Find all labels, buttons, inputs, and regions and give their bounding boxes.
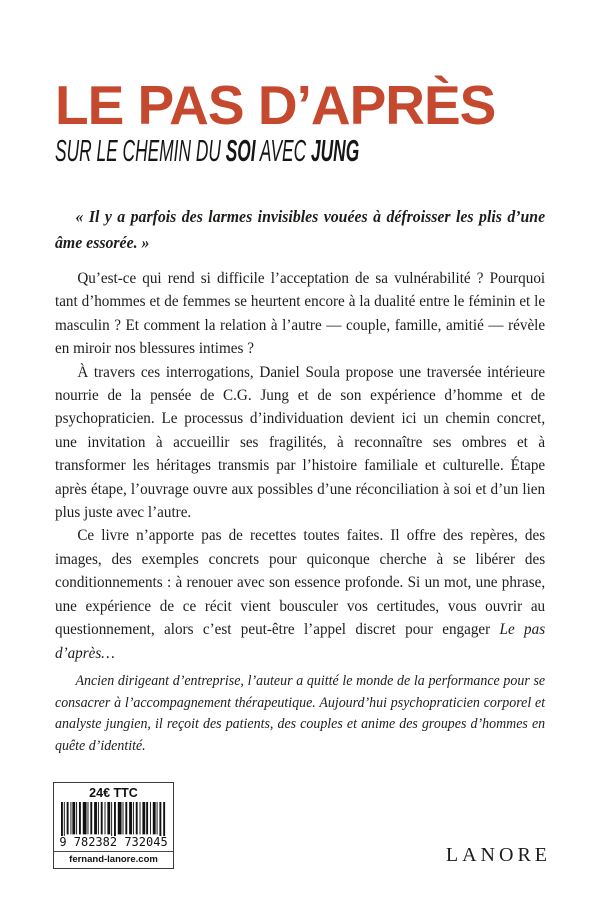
- isbn-number: 9 782382 732045: [59, 835, 168, 849]
- book-title-reference: Le pas d’après…: [55, 619, 546, 662]
- body-paragraph-2: À travers ces interrogations, Daniel Soula propose une traversée intérieure nourrie de la pensée de C.G. Jung et de son expérience d’homme et de psychopraticien. Le processus d’individuation devient ici un chemin concret, une invitation à accueillir ses fragilités, à reconnaître ses ombres et à transformer les héritages transmis par l’histoire familiale et culturelle. Étape après étape, l’ouvrage ouvre aux possibles d’une réconciliation à soi et d’un lien plus juste avec l’autre.: [55, 361, 546, 522]
- subtitle-text: AVEC: [255, 133, 311, 168]
- price-label: 24€ TTC: [89, 786, 138, 800]
- body-paragraph-1: Qu’est-ce qui rend si difficile l’acceptation de sa vulnérabilité ? Pourquoi tant d’hommes et de femmes se heurtent encore à la dualité entre le féminin et le masculin ? Et comment la relation à l’autre — couple, famille, amitié — révèle en miroir nos blessures intimes ?: [55, 268, 546, 358]
- back-cover-text: [55, 164, 545, 757]
- subtitle-keyword-soi: SOI: [225, 133, 256, 168]
- body-paragraph-3: [55, 523, 545, 663]
- author-bio: Ancien dirigeant d’entreprise, l’auteur a quitté le monde de la performance pour se consacrer à l’accompagnement thérapeutique. Aujourd’hui psychopraticien corporel et analyste jungien, il reçoit des patients, des couples et anime des groupes d’hommes en quête d’identité.: [55, 672, 546, 754]
- pull-quote: « Il y a parfois des larmes invisibles vouées à défroisser les plis d’une âme essorée. »: [55, 207, 546, 252]
- barcode-icon: [61, 802, 167, 836]
- subtitle-text: SUR LE CHEMIN DU: [55, 133, 226, 168]
- publisher-logo: LANORE: [445, 844, 551, 866]
- book-subtitle: [55, 135, 359, 166]
- subtitle-keyword-jung: JUNG: [310, 133, 360, 168]
- publisher-website: fernand-lanore.com: [69, 854, 158, 865]
- masthead: [0, 0, 600, 166]
- barcode-box: [53, 782, 174, 869]
- book-title: LE PAS D’APRÈS: [55, 74, 496, 136]
- body-paragraph-3-text: Ce livre n’apporte pas de recettes toutes faites. Il offre des repères, des images, des exemples concrets pour quiconque cherche à se libérer des conditionnements : à renouer avec son essence profonde. Si un mot, une phrase, une expérience de ce récit vient bousculer vos certitudes, vous ouvrir au questionnement, alors c’est peut-être l’appel discret pour engager: [55, 525, 546, 639]
